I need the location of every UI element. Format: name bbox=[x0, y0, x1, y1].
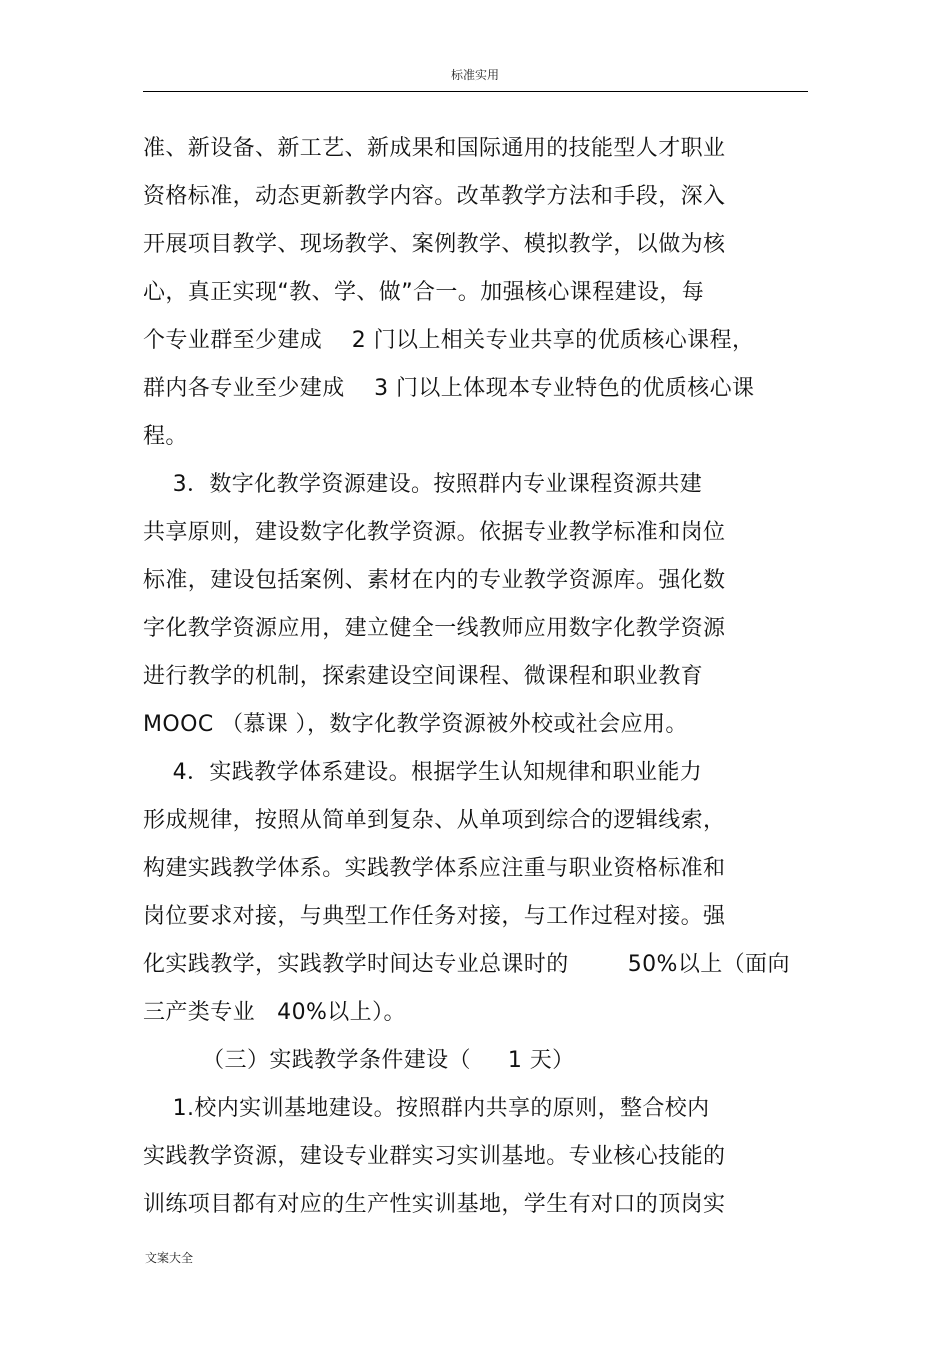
text-line: 心，真正实现“教、学、做”合一。加强核心课程建设，每 bbox=[143, 280, 705, 305]
text-line: 形成规律，按照从简单到复杂、从单项到综合的逻辑线索， bbox=[143, 808, 726, 833]
text-line: （三）实践教学条件建设（ 1 天） bbox=[143, 1048, 575, 1073]
text-line: 3．数字化教学资源建设。按照群内专业课程资源共建 bbox=[143, 472, 703, 497]
text-line: 化实践教学，实践教学时间达专业总课时的 50%以上（面向 bbox=[143, 952, 790, 977]
text-line: 1.校内实训基地建设。按照群内共享的原则，整合校内 bbox=[143, 1096, 710, 1121]
text-line: 实践教学资源，建设专业群实习实训基地。专业核心技能的 bbox=[143, 1144, 726, 1169]
text-line: 资格标准，动态更新教学内容。改革教学方法和手段，深入 bbox=[143, 184, 726, 209]
text-line: 构建实践教学体系。实践教学体系应注重与职业资格标准和 bbox=[143, 856, 726, 881]
text-line: 群内各专业至少建成 3 门以上体现本专业特色的优质核心课 bbox=[143, 376, 755, 401]
text-line: 进行教学的机制，探索建设空间课程、微课程和职业教育 bbox=[143, 664, 704, 689]
text-line: 开展项目教学、现场教学、案例教学、模拟教学，以做为核 bbox=[143, 232, 726, 257]
text-line: 标准，建设包括案例、素材在内的专业教学资源库。强化数 bbox=[143, 568, 726, 593]
text-line: 字化教学资源应用，建立健全一线教师应用数字化教学资源 bbox=[143, 616, 726, 641]
text-line: 共享原则，建设数字化教学资源。依据专业教学标准和岗位 bbox=[143, 520, 726, 545]
text-line: 三产类专业 40%以上）。 bbox=[143, 1000, 406, 1025]
text-line: 训练项目都有对应的生产性实训基地，学生有对口的顶岗实 bbox=[143, 1192, 726, 1217]
text-line: MOOC （慕课 ），数字化教学资源被外校或社会应用。 bbox=[143, 712, 688, 737]
text-line: 4．实践教学体系建设。根据学生认知规律和职业能力 bbox=[143, 760, 703, 785]
page-footer: 文案大全 bbox=[145, 1251, 194, 1265]
header-rule bbox=[143, 91, 808, 92]
text-line: 岗位要求对接，与典型工作任务对接，与工作过程对接。强 bbox=[143, 904, 726, 929]
page-header: 标准实用 bbox=[450, 68, 499, 82]
text-line: 准、新设备、新工艺、新成果和国际通用的技能型人才职业 bbox=[143, 136, 726, 161]
text-line: 个专业群至少建成 2 门以上相关专业共享的优质核心课程， bbox=[143, 328, 755, 353]
text-line: 程。 bbox=[143, 424, 188, 449]
